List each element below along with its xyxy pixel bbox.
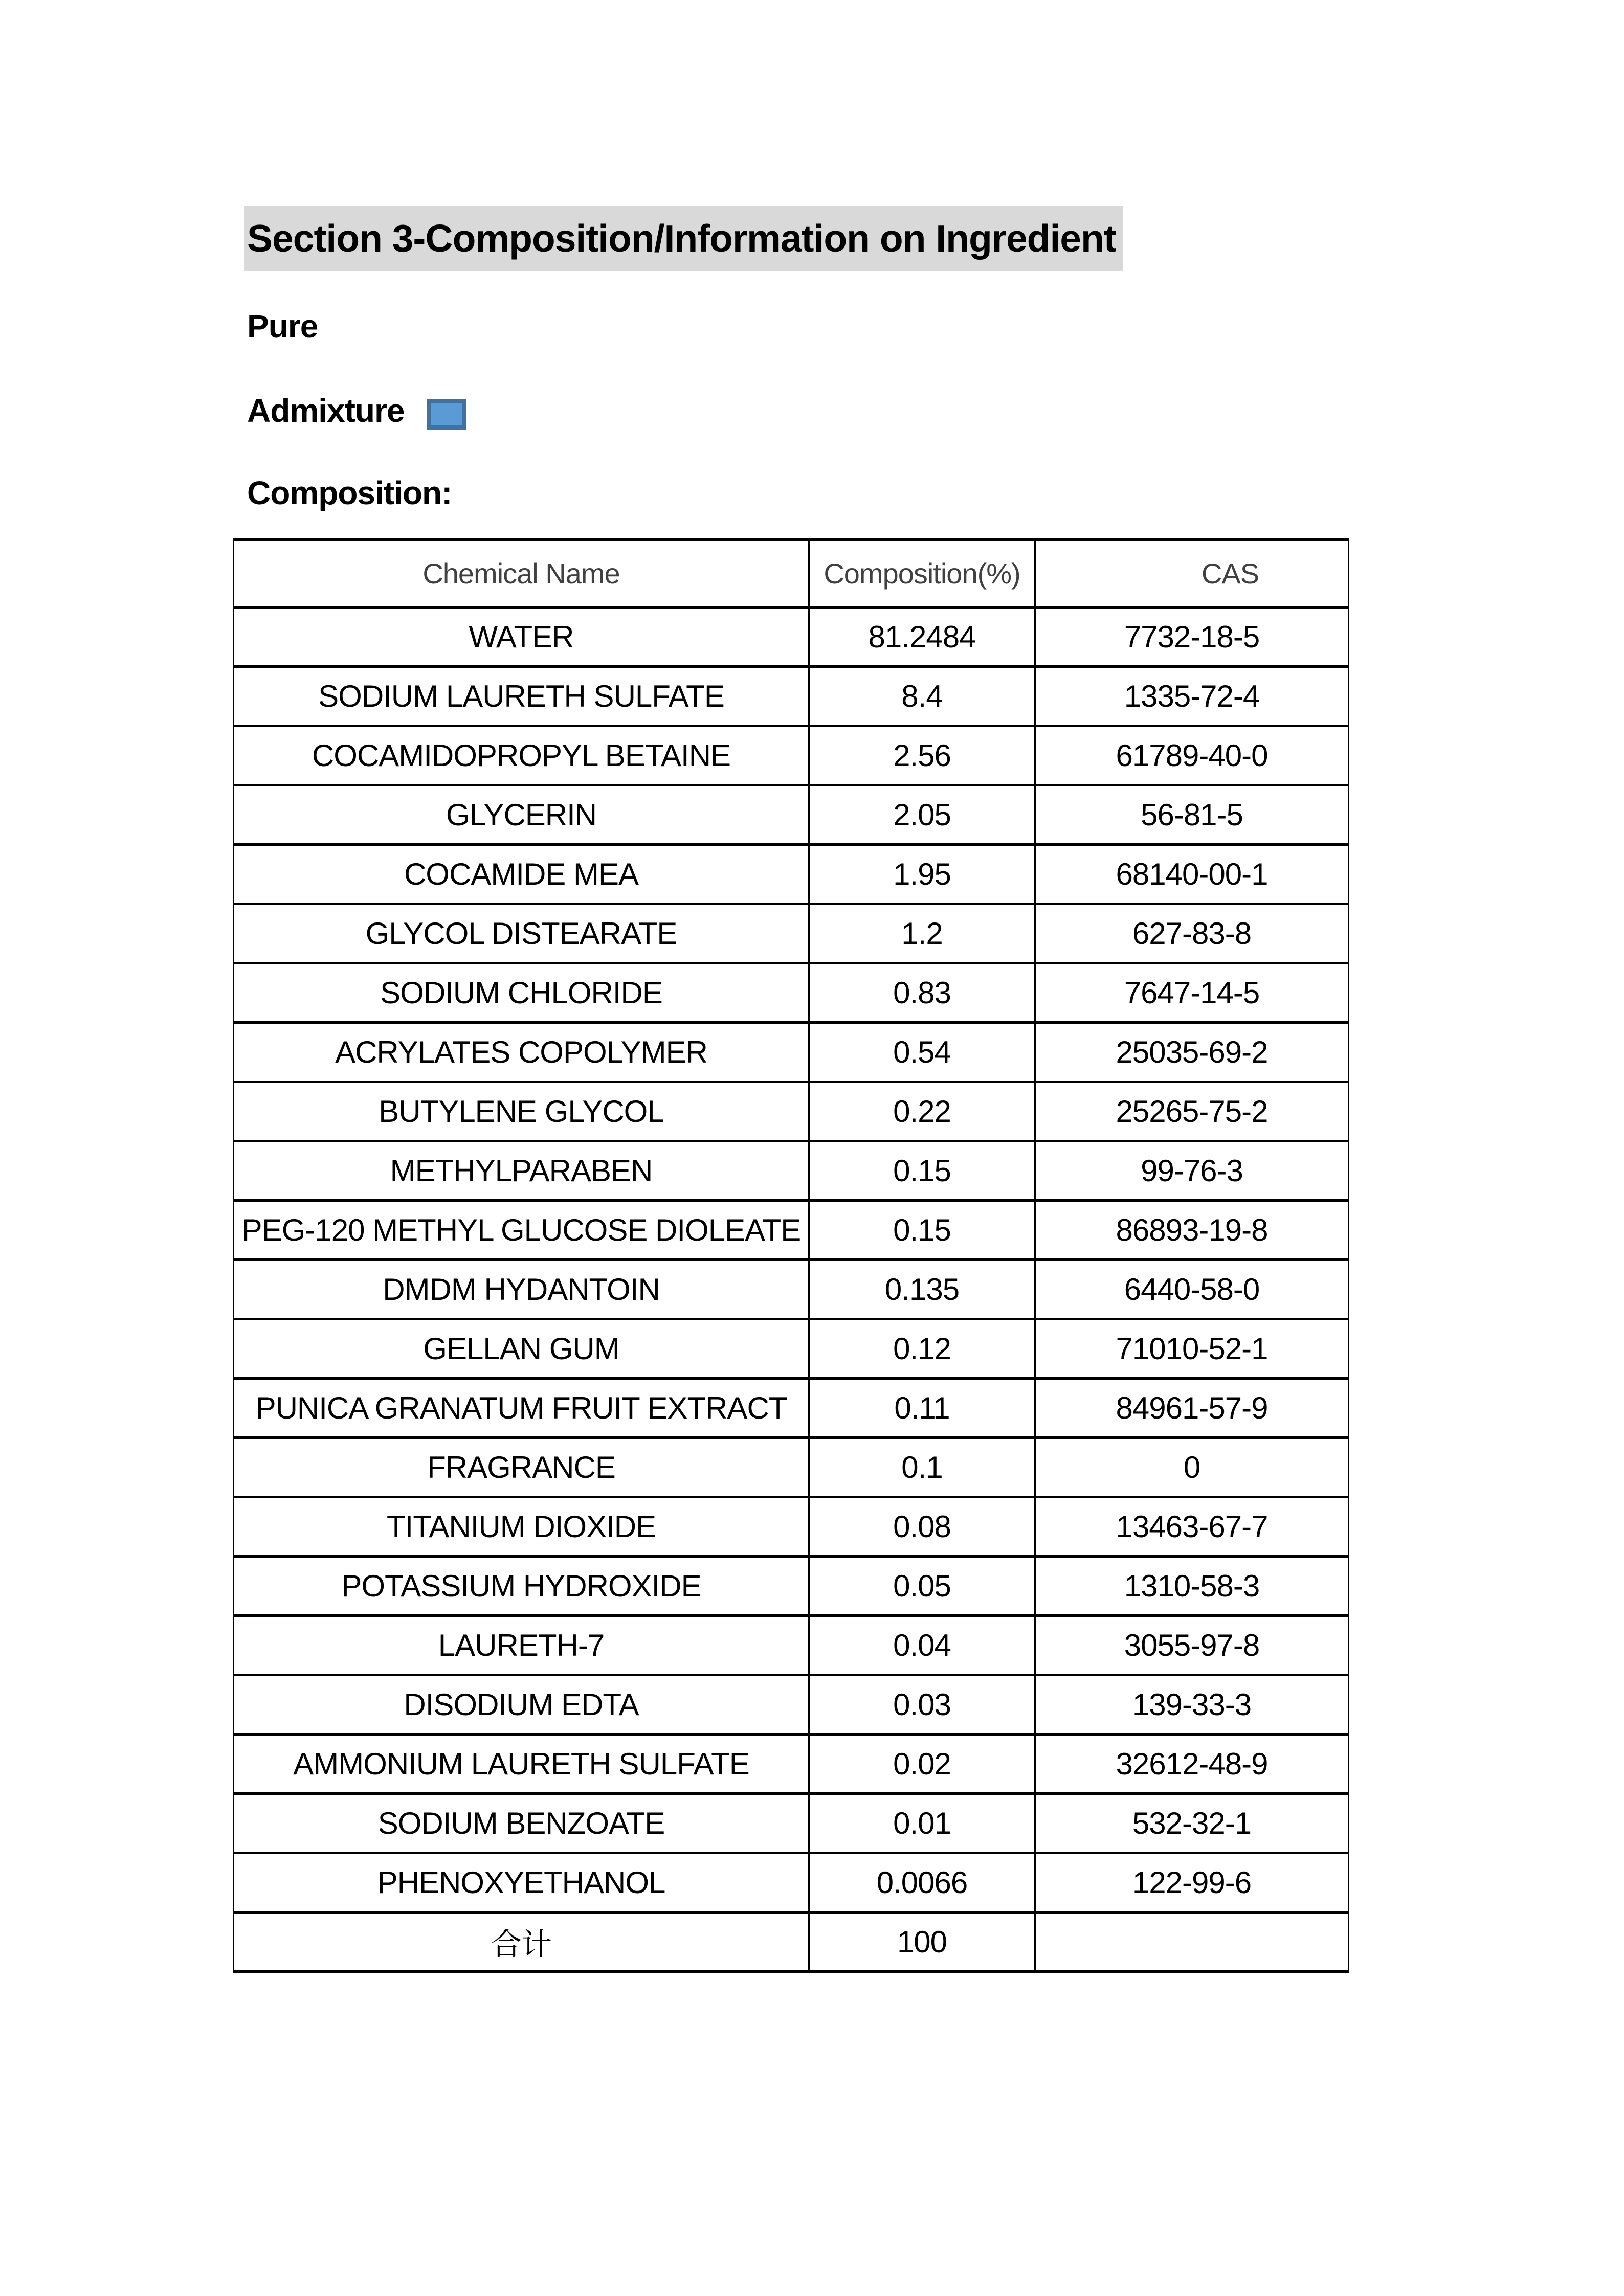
table-header-row — [234, 540, 1349, 607]
composition-cell: 2.56 — [809, 726, 1035, 785]
composition-cell: 0.15 — [809, 1141, 1035, 1201]
cas-cell: 84961-57-9 — [1035, 1379, 1349, 1438]
table-row — [234, 1912, 1349, 1972]
table-row — [234, 963, 1349, 1023]
composition-cell: 0.04 — [809, 1616, 1035, 1675]
composition-cell: 0.03 — [809, 1675, 1035, 1735]
table-row — [234, 904, 1349, 963]
composition-cell: 81.2484 — [809, 607, 1035, 667]
cas-cell: 86893-19-8 — [1035, 1201, 1349, 1260]
cas-cell: 25265-75-2 — [1035, 1082, 1349, 1141]
table-row — [234, 1438, 1349, 1497]
chemical-name-cell: GLYCOL DISTEARATE — [234, 904, 809, 963]
table-row — [234, 785, 1349, 845]
composition-cell: 2.05 — [809, 785, 1035, 845]
composition-cell: 0.135 — [809, 1260, 1035, 1319]
cas-cell: 3055-97-8 — [1035, 1616, 1349, 1675]
table-row — [234, 1497, 1349, 1557]
chemical-name-cell: DMDM HYDANTOIN — [234, 1260, 809, 1319]
cas-cell: 99-76-3 — [1035, 1141, 1349, 1201]
cas-cell: 61789-40-0 — [1035, 726, 1349, 785]
composition-cell: 0.05 — [809, 1557, 1035, 1616]
chemical-name-cell: PUNICA GRANATUM FRUIT EXTRACT — [234, 1379, 809, 1438]
chemical-name-cell: SODIUM CHLORIDE — [234, 963, 809, 1023]
cas-cell: 1310-58-3 — [1035, 1557, 1349, 1616]
chemical-name-cell: PHENOXYETHANOL — [234, 1853, 809, 1912]
cas-cell: 25035-69-2 — [1035, 1023, 1349, 1082]
chemical-name-cell: SODIUM BENZOATE — [234, 1794, 809, 1853]
cas-cell: 56-81-5 — [1035, 785, 1349, 845]
table-row — [234, 1675, 1349, 1735]
chemical-name-cell: COCAMIDOPROPYL BETAINE — [234, 726, 809, 785]
cas-cell: 71010-52-1 — [1035, 1319, 1349, 1379]
pure-label: Pure — [247, 308, 318, 345]
table-row — [234, 1141, 1349, 1201]
composition-cell: 0.12 — [809, 1319, 1035, 1379]
composition-cell: 0.1 — [809, 1438, 1035, 1497]
table-row — [234, 667, 1349, 726]
chemical-name-cell: SODIUM LAURETH SULFATE — [234, 667, 809, 726]
composition-cell: 0.15 — [809, 1201, 1035, 1260]
chemical-name-cell: AMMONIUM LAURETH SULFATE — [234, 1735, 809, 1794]
cas-cell: 1335-72-4 — [1035, 667, 1349, 726]
composition-cell: 0.54 — [809, 1023, 1035, 1082]
composition-cell: 8.4 — [809, 667, 1035, 726]
composition-cell: 100 — [809, 1912, 1035, 1972]
table-row — [234, 1557, 1349, 1616]
cas-cell: 7647-14-5 — [1035, 963, 1349, 1023]
composition-cell: 0.83 — [809, 963, 1035, 1023]
table-row — [234, 726, 1349, 785]
chemical-name-cell: 合计 — [234, 1912, 809, 1972]
chemical-name-cell: GELLAN GUM — [234, 1319, 809, 1379]
table-row — [234, 1201, 1349, 1260]
chemical-name-cell: GLYCERIN — [234, 785, 809, 845]
composition-cell: 0.02 — [809, 1735, 1035, 1794]
cas-cell: 13463-67-7 — [1035, 1497, 1349, 1557]
cas-cell — [1035, 1912, 1349, 1972]
table-row — [234, 607, 1349, 667]
column-header-chemical-name: Chemical Name — [234, 540, 809, 607]
cas-cell: 32612-48-9 — [1035, 1735, 1349, 1794]
cas-cell: 139-33-3 — [1035, 1675, 1349, 1735]
composition-cell: 0.08 — [809, 1497, 1035, 1557]
composition-cell: 1.2 — [809, 904, 1035, 963]
composition-cell: 0.0066 — [809, 1853, 1035, 1912]
chemical-name-cell: BUTYLENE GLYCOL — [234, 1082, 809, 1141]
cas-cell: 7732-18-5 — [1035, 607, 1349, 667]
table-row — [234, 1794, 1349, 1853]
composition-cell: 1.95 — [809, 845, 1035, 904]
chemical-name-cell: DISODIUM EDTA — [234, 1675, 809, 1735]
composition-table — [233, 538, 1349, 1973]
chemical-name-cell: PEG-120 METHYL GLUCOSE DIOLEATE — [234, 1201, 809, 1260]
cas-cell: 6440-58-0 — [1035, 1260, 1349, 1319]
cas-cell: 122-99-6 — [1035, 1853, 1349, 1912]
composition-cell: 0.11 — [809, 1379, 1035, 1438]
cas-cell: 68140-00-1 — [1035, 845, 1349, 904]
table-row — [234, 1319, 1349, 1379]
table-row — [234, 1023, 1349, 1082]
chemical-name-cell: LAURETH-7 — [234, 1616, 809, 1675]
table-row — [234, 1616, 1349, 1675]
composition-table-body — [234, 607, 1349, 1972]
cas-cell: 532-32-1 — [1035, 1794, 1349, 1853]
chemical-name-cell: POTASSIUM HYDROXIDE — [234, 1557, 809, 1616]
table-row — [234, 1260, 1349, 1319]
chemical-name-cell: TITANIUM DIOXIDE — [234, 1497, 809, 1557]
composition-label: Composition: — [247, 475, 452, 511]
table-row — [234, 1379, 1349, 1438]
chemical-name-cell: FRAGRANCE — [234, 1438, 809, 1497]
admixture-row — [247, 386, 466, 435]
chemical-name-cell: ACRYLATES COPOLYMER — [234, 1023, 809, 1082]
chemical-name-cell: WATER — [234, 607, 809, 667]
admixture-label: Admixture — [247, 392, 405, 429]
column-header-cas: CAS — [1035, 540, 1349, 607]
table-row — [234, 1082, 1349, 1141]
admixture-checkbox[interactable] — [427, 399, 466, 430]
composition-cell: 0.22 — [809, 1082, 1035, 1141]
chemical-name-cell: METHYLPARABEN — [234, 1141, 809, 1201]
table-row — [234, 1853, 1349, 1912]
chemical-name-cell: COCAMIDE MEA — [234, 845, 809, 904]
column-header-composition: Composition(%) — [809, 540, 1035, 607]
table-row — [234, 845, 1349, 904]
table-row — [234, 1735, 1349, 1794]
cas-cell: 627-83-8 — [1035, 904, 1349, 963]
composition-cell: 0.01 — [809, 1794, 1035, 1853]
section-title: Section 3-Composition/Information on Ingredient — [244, 206, 1123, 271]
cas-cell: 0 — [1035, 1438, 1349, 1497]
